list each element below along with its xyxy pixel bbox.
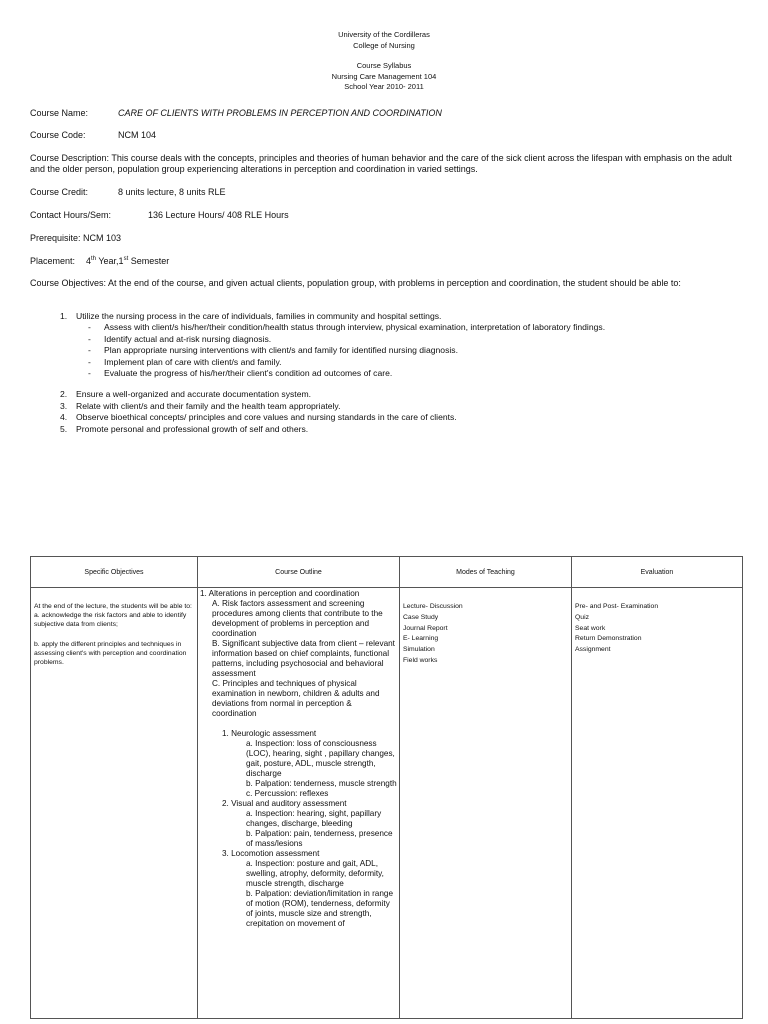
outline-item: b. Palpation: tenderness, muscle strength [246, 779, 397, 788]
contact-hours-row [30, 210, 289, 221]
evaluation-method: Quiz [575, 613, 589, 621]
outline-item: 3. Locomotion assessment [222, 849, 320, 858]
outline-item: C. Principles and techniques of physical examination in newborn, children & adults and deviations from normal in perception & coordination [212, 679, 380, 718]
objective-number: 1. [60, 311, 68, 321]
teaching-mode: Field works [403, 656, 438, 664]
header-modes-of-teaching: Modes of Teaching [400, 557, 572, 588]
objective-item [60, 311, 605, 322]
document-header [0, 30, 768, 93]
teaching-mode: E- Learning [403, 635, 439, 643]
evaluation-method: Assignment [575, 646, 611, 654]
course-description: Course Description: This course deals with the concepts, principles and theories of human behavior and the care of the sick client across the lifespan with emphasis on the adult and the older person, population group experiencing alterations in perception and coordination in varied settings. [30, 153, 732, 174]
objective-number: 4. [60, 412, 68, 423]
prerequisite: Prerequisite: NCM 103 [30, 233, 122, 243]
contact-hours-value: 136 Lecture Hours/ 408 RLE Hours [148, 210, 289, 220]
outline-item: b. Palpation: pain, tenderness, presence of mass/lesions [246, 829, 393, 848]
college-name: College of Nursing [353, 40, 415, 50]
placement-label: Placement: [30, 256, 76, 266]
objective-number: 5. [60, 423, 68, 434]
specific-objective-text: b. apply the different principles and techniques in assessing client's with perception and coordination problems. [34, 640, 187, 667]
sub-objective-item: - Evaluate the progress of his/her/their client's condition ad outcomes of care. [88, 368, 393, 379]
placement-year-suffix: th [91, 256, 97, 262]
objective-text: Ensure a well-organized and accurate documentation system. [76, 389, 312, 400]
objective-item [60, 389, 605, 400]
header-course-outline: Course Outline [198, 557, 400, 588]
course-code-row [30, 130, 156, 141]
course-code-value: NCM 104 [118, 130, 157, 140]
course-title: Nursing Care Management 104 [331, 71, 437, 81]
course-code-label: Course Code: [30, 130, 86, 140]
outline-item: 2. Visual and auditory assessment [222, 799, 347, 808]
evaluation-cell [572, 588, 743, 1019]
course-credit-row [30, 187, 226, 198]
course-name-label: Course Name: [30, 108, 89, 118]
objective-item [60, 424, 605, 435]
outline-item: a. Inspection: posture and gait, ADL, swelling, atrophy, deformity, deformity, muscle strength, discharge [246, 859, 384, 888]
objective-text: Promote personal and professional growth of self and others. [76, 423, 309, 434]
objective-item [60, 401, 605, 412]
sub-objective-text: Assess with client/s his/her/their condition/health status through interview, physical examination, interpretation of laboratory findings. [104, 322, 606, 333]
course-name-value: CARE OF CLIENTS WITH PROBLEMS IN PERCEPTION AND COORDINATION [118, 108, 442, 118]
university-name: University of the Cordilleras [338, 30, 430, 39]
course-credit-value: 8 units lecture, 8 units RLE [118, 187, 226, 197]
specific-objective-text: At the end of the lecture, the students will be able to: [34, 603, 192, 610]
outline-item: a. Inspection: loss of consciousness (LOC), hearing, sight , papillary changes, gait, posture, ADL, muscle strength, discharge [246, 739, 395, 778]
outline-item: a. Inspection: hearing, sight, papillary changes, discharge, bleeding [246, 809, 382, 828]
sub-objective-item: - Plan appropriate nursing interventions with client/s and family for identified nursing diagnosis. [88, 345, 458, 356]
objective-item [60, 412, 605, 423]
outline-item: 1. Alterations in perception and coordination [200, 589, 360, 598]
teaching-mode: Lecture- Discussion [403, 603, 463, 610]
placement-semester-suffix: st [123, 256, 129, 262]
modes-of-teaching-cell [400, 588, 572, 1019]
table-header-row [31, 557, 743, 588]
objective-text: Observe bioethical concepts/ principles and core values and nursing standards in the care of clients. [76, 412, 457, 423]
sub-objective-item: - Assess with client/s his/her/their condition/health status through interview, physical examination, interpretation of laboratory findings. [88, 322, 606, 333]
contact-hours-label: Contact Hours/Sem: [30, 210, 112, 220]
sub-objective-item: - Implement plan of care with client/s and family. [88, 356, 282, 367]
objective-text: Utilize the nursing process in the care of individuals, families in community and hospital settings. [76, 311, 442, 321]
table-row [31, 588, 743, 1019]
specific-objective-text: a. acknowledge the risk factors and able to identify subjective data from clients; [34, 612, 187, 629]
school-year: School Year 2010- 2011 [344, 82, 424, 91]
evaluation-method: Return Demonstration [575, 635, 642, 643]
course-objectives-list [60, 311, 605, 435]
syllabus-table [30, 556, 743, 1019]
placement-year-text: Year,1 [96, 256, 124, 266]
placement-semester-text: Semester [128, 256, 170, 266]
header-evaluation: Evaluation [572, 557, 743, 588]
outline-item: c. Percussion: reflexes [246, 789, 329, 798]
outline-item: 1. Neurologic assessment [222, 729, 317, 738]
sub-objective-text: Implement plan of care with client/s and family. [104, 356, 282, 367]
teaching-mode: Case Study [403, 613, 439, 621]
specific-objectives-cell [31, 588, 198, 1019]
evaluation-method: Pre- and Post- Examination [575, 603, 659, 610]
outline-item: B. Significant subjective data from client – relevant information based on chief complaints, functional patterns, including psychosocial and behavioral assessment [212, 639, 395, 678]
outline-item: b. Palpation: deviation/limitation in range of motion (ROM), tenderness, deformity of joints, muscle size and strength, crepitation on movement of [246, 889, 394, 928]
placement-row [30, 256, 169, 267]
course-objectives-intro: Course Objectives: At the end of the course, and given actual clients, population group, with problems in perception and coordination, the student should be able to: [30, 278, 681, 288]
objective-number: 3. [60, 400, 68, 411]
outline-item: A. Risk factors assessment and screening procedures among clients that contribute to the development of problems in perception and coordination [212, 599, 383, 638]
sub-objective-text: Plan appropriate nursing interventions with client/s and family for identified nursing diagnosis. [104, 345, 458, 356]
objective-number: 2. [60, 389, 68, 400]
sub-objective-text: Evaluate the progress of his/her/their client's condition ad outcomes of care. [104, 368, 393, 379]
objective-text: Relate with client/s and their family and the health team appropriately. [76, 400, 341, 411]
evaluation-method: Seat work [575, 624, 606, 632]
header-specific-objectives: Specific Objectives [31, 557, 198, 588]
sub-objective-text: Identify actual and at-risk nursing diagnosis. [104, 333, 272, 344]
placement-year-number: 4 [86, 256, 92, 266]
sub-objective-item: - Identify actual and at-risk nursing diagnosis. [88, 333, 272, 344]
document-type: Course Syllabus [356, 61, 412, 70]
course-name-row [30, 108, 442, 119]
course-credit-label: Course Credit: [30, 187, 89, 197]
teaching-mode: Simulation [403, 646, 435, 654]
teaching-mode: Journal Report [403, 624, 448, 632]
course-outline-cell [198, 588, 400, 1019]
